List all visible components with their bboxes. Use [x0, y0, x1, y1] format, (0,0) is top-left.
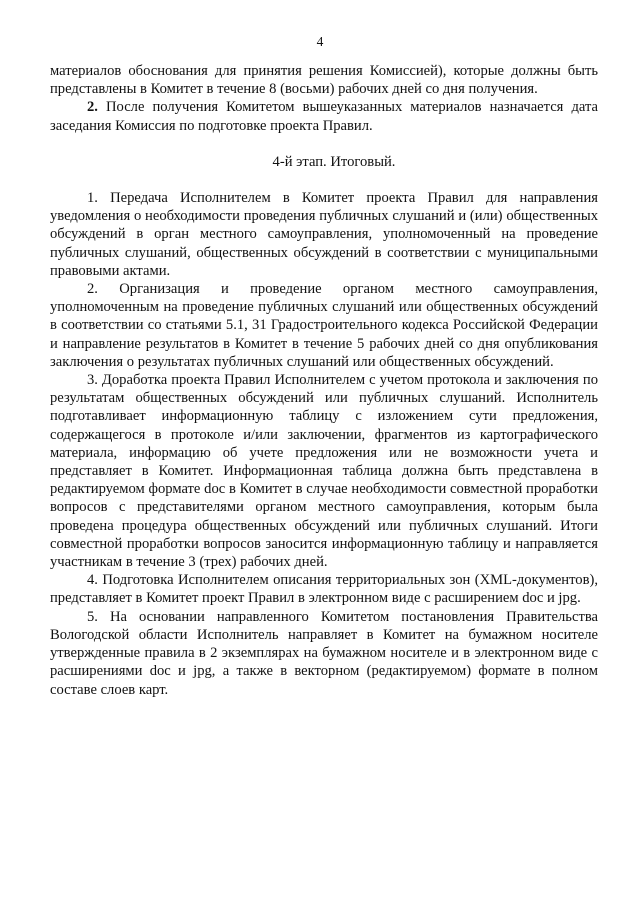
item-text: После получения Комитетом вышеуказанных материалов назначается дата заседания Комиссия по подготовке проекта Правил. [50, 99, 598, 134]
section-title: 4-й этап. Итоговый. [272, 153, 396, 170]
stage4-item-1: 1. Передача Исполнителем в Комитет проекта Правил для направления уведомления о необходимости проведения публичных слушаний и (или) общественных обсуждений в орган местного самоуправления, уполномоченный на проведение публичных слушаний, общественных обсуждений в соответствии с муниципальными правовыми актами. [50, 190, 598, 279]
stage4-item-2: 2. Организация и проведение органом местного самоуправления, уполномоченным на проведение публичных слушаний или общественных обсуждений в соответствии со статьями 5.1, 31 Градостроительного кодекса Российской Федерации и направление результатов в Комитет в течение 5 рабочих дней со дня опубликования заключения о результатах публичных слушаний или общественных обсуждений. [50, 281, 598, 370]
stage4-item-3: 3. Доработка проекта Правил Исполнителем с учетом протокола и заключения по результатам общественных обсуждений или публичных слушаний. Исполнитель подготавливает информационную таблицу с изложением сути предложения, содержащегося в протоколе и/или заключении, фрагментов из картографического материала, информацию об учете предложения или не возможности учета и представляет в Комитет. Информационная таблица должна быть представлена в редактируемом формате doc в Комитет в случае необходимости совместной проработки вопросов с представителями органом местного самоуправления, которым была проведена процедура общественных обсуждений или публичных слушаний. Итоги совместной проработки вопросов заносится информационную таблицу и направляется участникам в течение 3 (трех) рабочих дней. [50, 372, 598, 571]
paragraph-item-2-previous-stage [50, 98, 598, 134]
paragraph-continuation: материалов обоснования для принятия решения Комиссией), которые должны быть представлены в Комитет в течение 8 (восьми) рабочих дней со дня получения. [50, 63, 598, 98]
page-number: 4 [316, 34, 324, 49]
document-body [50, 62, 598, 699]
stage4-item-4: 4. Подготовка Исполнителем описания территориальных зон (XML-документов), представляет в Комитет проект Правил в электронном виде с расширением doc и jpg. [50, 572, 598, 607]
stage4-item-5: 5. На основании направленного Комитетом постановления Правительства Вологодской области Исполнитель направляет в Комитет на бумажном носителе утвержденные правила в 2 экземплярах на бумажном носителе и в электронном виде с расширениями doc и jpg, а также в векторном (редактируемом) формате в полном составе слоев карт. [50, 608, 598, 698]
item-number: 2. [87, 99, 98, 116]
